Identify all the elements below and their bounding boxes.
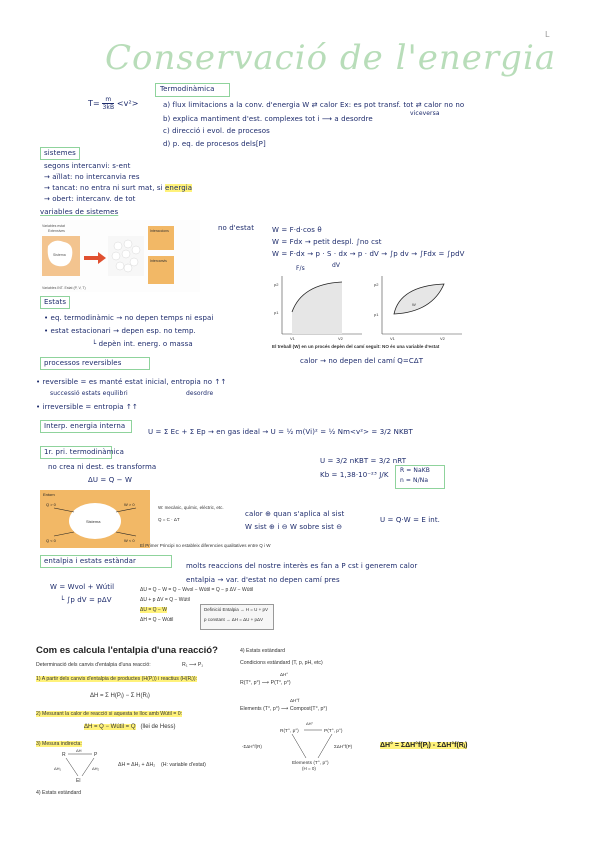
- print-f2: ΔH = Q − Wútil = Q (llei de Hess): [84, 724, 176, 730]
- svg-text:p1: p1: [374, 312, 379, 317]
- print-s4: 4) Estats estàndard: [36, 790, 81, 796]
- estats-line-1: • eq. termodinàmic → no depen temps ni espai: [44, 314, 214, 322]
- final-formula: ΔH° = ΣΔH°f(Pⱼ) - ΣΔH°f(Rⱼ): [380, 742, 468, 749]
- svg-text:V1: V1: [290, 336, 295, 341]
- entalpia-def2: p constant → ΔH = ΔU + pΔV: [204, 617, 264, 622]
- processos-line-3: • irreversible = entropia ↑↑: [36, 403, 138, 411]
- r-reac: R(T°, p°) ⟶ P(T°, p°): [240, 680, 291, 686]
- r-dh0: ΔH°: [280, 672, 289, 677]
- r-tri-r: R(T°, p°): [280, 729, 299, 734]
- pv-diagrams: [272, 272, 472, 342]
- entorn-figure: [40, 490, 150, 548]
- primer-line-1: no crea ni dest. es transforma: [48, 463, 157, 471]
- pv-caption: El treball (W) en un procés depèn del camí seguit: NO és una variable d'estat: [272, 344, 440, 349]
- tri-h1: ΔH₁: [54, 766, 61, 771]
- entalpia-eq1: ΔU = Q − W = Q − Wvol − Wútil = Q − p ΔV − Wútil: [140, 587, 254, 593]
- estats-heading: Estats: [44, 298, 67, 306]
- termo-item-a: a) flux limitacions a la conv. d'energia W ⇄ calor Ex: es pot transf. tot ⇄ calor no no: [163, 101, 465, 109]
- r-dhf: ΔH°f: [290, 698, 300, 703]
- r-tri-el: Elements (T°, p°): [292, 761, 329, 766]
- tri-h2: ΔH₂: [92, 766, 100, 771]
- system-figure: [40, 220, 200, 292]
- termodinamica-heading: Termodinàmica: [160, 85, 215, 93]
- w-formula-1: W = F·d·cos θ: [272, 226, 322, 234]
- fig-vars-label: Variables INT. Estat (P, V, T): [42, 286, 86, 290]
- entalpia-heading: entalpia i estats estàndar: [44, 557, 137, 565]
- primer-c1: calor ⊕ quan s'aplica al sist: [245, 510, 345, 518]
- primer-c3: U = Q·W = E int.: [380, 516, 441, 524]
- page-title: Conservació de l'energia: [105, 38, 557, 78]
- svg-text:V1: V1: [390, 336, 395, 341]
- energia-highlight: energia: [165, 184, 193, 192]
- estats-line-3: └ depèn int. energ. o massa: [92, 340, 193, 348]
- r-tri-dh: ΔH°: [306, 721, 314, 726]
- termo-item-c: c) direcció i evol. de procesos: [163, 127, 270, 135]
- hess-triangle: [52, 748, 112, 784]
- svg-text:p1: p1: [274, 310, 279, 315]
- print-sub: Determinació dels canvis d'entalpia d'una reacció:: [36, 662, 151, 668]
- r-tri-rr: ΣΔH°f(P): [334, 744, 353, 749]
- fig-ext-label: Extensives: [48, 229, 65, 233]
- svg-text:W: W: [412, 302, 416, 307]
- primer-right-2: Kb = 1,38·10⁻²³ J/K: [320, 471, 389, 479]
- print-s3: 3) Mesura indirecta:: [36, 741, 82, 747]
- primer-heading: 1r. pri. termodinàmica: [44, 448, 124, 456]
- interna-formula: U = Σ Ec + Σ Ep → en gas ideal → U = ½ m(Vi)² = ½ Nm<v²> = 3/2 NKBT: [148, 428, 413, 436]
- processos-line-2b: desordre: [186, 390, 214, 397]
- processos-heading: processos reversibles: [44, 359, 122, 367]
- corner-mark: L: [545, 30, 550, 39]
- processos-line-1: • reversible = es manté estat inicial, entropia no ↑↑: [36, 378, 227, 386]
- no-destat: no d'estat: [218, 224, 255, 232]
- w-split: W = Wvol + Wútil: [50, 583, 115, 591]
- q-neg: Q < 0: [46, 538, 56, 543]
- estats-line-2: • estat estacionari → depen esp. no temp.: [44, 327, 196, 335]
- entalpia-eq3: ΔU = Q − W: [140, 607, 167, 613]
- interna-heading: Interp. energia interna: [44, 422, 126, 430]
- constants-box-1: R = NaKB: [400, 467, 431, 474]
- print-f1: ΔH = Σ H(Pⱼ) − Σ H(Rⱼ): [90, 693, 150, 699]
- primer-fig-caption: El Primer Principi no estableix diferencies qualitatives entre Q i W: [140, 543, 271, 548]
- entalpia-line: molts reaccions del nostre interès es fan a P cst i generem calor: [186, 562, 418, 570]
- termo-item-b: b) explica mantiment d'est. complexes tot i ⟶ a desordre: [163, 115, 373, 123]
- w-formula-3: W = F·dx → p · S · dx → p · dV → ∫p dv → ∫Fdx = ∫pdV: [272, 250, 465, 258]
- tri-r: R: [62, 752, 66, 758]
- w-formula-2: W = Fdx → petit despl. ∫no cst: [272, 238, 382, 246]
- primer-c2: W sist ⊕ i ⊖ W sobre sist ⊖: [245, 523, 343, 531]
- fig-intercanvis-label: Intercanvis: [150, 259, 167, 263]
- r-cond: Condicions estàndard (T, p, pH, etc): [240, 660, 323, 666]
- w-pos: W > 0: [124, 502, 135, 507]
- sistemes-line-3: → obert: intercanv. de tot: [44, 195, 136, 203]
- entalpia-line2: entalpia → var. d'estat no depen camí pres: [186, 576, 340, 584]
- print-s2: 2) Mesurant la calor de reacció si aquesta te lloc amb Wútil = 0:: [36, 711, 183, 717]
- r-tri-l: -ΣΔH°f(R): [242, 744, 262, 749]
- termo-item-d: d) p. eq. de procesos dels[P]: [163, 140, 266, 148]
- w-neg: W < 0: [124, 538, 135, 543]
- w-dv: dV: [332, 262, 341, 269]
- frac-num: m: [102, 96, 114, 104]
- sistemes-line-2: → tancat: no entra ni surt mat, si energia: [44, 184, 193, 192]
- print-s1: 1) A partir dels canvis d'entalpia de productes (H(Pⱼ)) i reactius (H(Rⱼ)):: [36, 676, 198, 682]
- entalpia-def1: Definició Entalpia → H = U + pV: [204, 607, 269, 612]
- std-triangle: [240, 720, 380, 772]
- tri-dh: ΔH: [76, 748, 82, 753]
- variables-heading: variables de sistemes: [40, 208, 119, 216]
- constants-box-2: n = N/Na: [400, 477, 429, 484]
- svg-text:p2: p2: [374, 282, 379, 287]
- fig-entorn-label: Variables estat: [42, 224, 65, 228]
- termo-viceversa: viceversa: [410, 110, 440, 117]
- svg-text:V2: V2: [338, 336, 343, 341]
- svg-text:V2: V2: [440, 336, 445, 341]
- w-split-2: └ ∫p dV = pΔV: [60, 596, 112, 604]
- q-pos: Q > 0: [46, 502, 56, 507]
- tri-el: El: [76, 778, 81, 784]
- fig-interaccions-label: Interaccions: [150, 229, 169, 233]
- fig-sistema-label: Sistema: [53, 253, 66, 257]
- print-heading: Com es calcula l'entalpia d'una reacció?: [36, 645, 218, 656]
- temperature-formula: T= $\frac{m}{3kB}$ <v²>: [88, 96, 139, 111]
- print-reac: R₁ ⟶ P₁: [182, 662, 204, 668]
- primer-line-2: ΔU = Q − W: [88, 476, 132, 484]
- calor-line: calor → no depen del camí Q=CΔT: [300, 357, 424, 365]
- r-tri-p: P(T°, p°): [324, 729, 343, 734]
- svg-text:p2: p2: [274, 282, 279, 287]
- sistemes-line-0: segons intercanvi: s-ent: [44, 162, 131, 170]
- entalpia-eq2: ΔU + p ΔV = Q − Wútil: [140, 597, 190, 603]
- w-fs: F/s: [296, 265, 305, 272]
- print-f3: ΔH = ΔH₁ + ΔH₂ (H: variable d'estat): [118, 762, 206, 768]
- r-s4: 4) Estats estàndard: [240, 648, 285, 654]
- processos-line-2: successió estats equilibri: [50, 390, 128, 397]
- tri-p: P: [94, 752, 98, 758]
- primer-fig-txt2: Q = C · ΔT: [158, 517, 180, 522]
- primer-fig-txt1: W: mecànic, químic, elèctric, etc.: [158, 505, 224, 510]
- r-tri-h0: (H = 0): [302, 766, 316, 771]
- frac-den: 3kB: [102, 104, 115, 111]
- sistemes-heading: sistemes: [44, 149, 76, 157]
- entalpia-eq4: ΔH = Q − Wútil: [140, 617, 174, 623]
- primer-right-1: U = 3/2 nKBT = 3/2 nRT: [320, 457, 407, 465]
- entorn-label: Entorn: [43, 492, 55, 497]
- r-elem: Elements (T°, p°) ⟶ Compost(T°, p°): [240, 706, 328, 712]
- sistemes-line-1: → aïllat: no intercanvia res: [44, 173, 140, 181]
- sistema-label: Sistema: [86, 519, 101, 524]
